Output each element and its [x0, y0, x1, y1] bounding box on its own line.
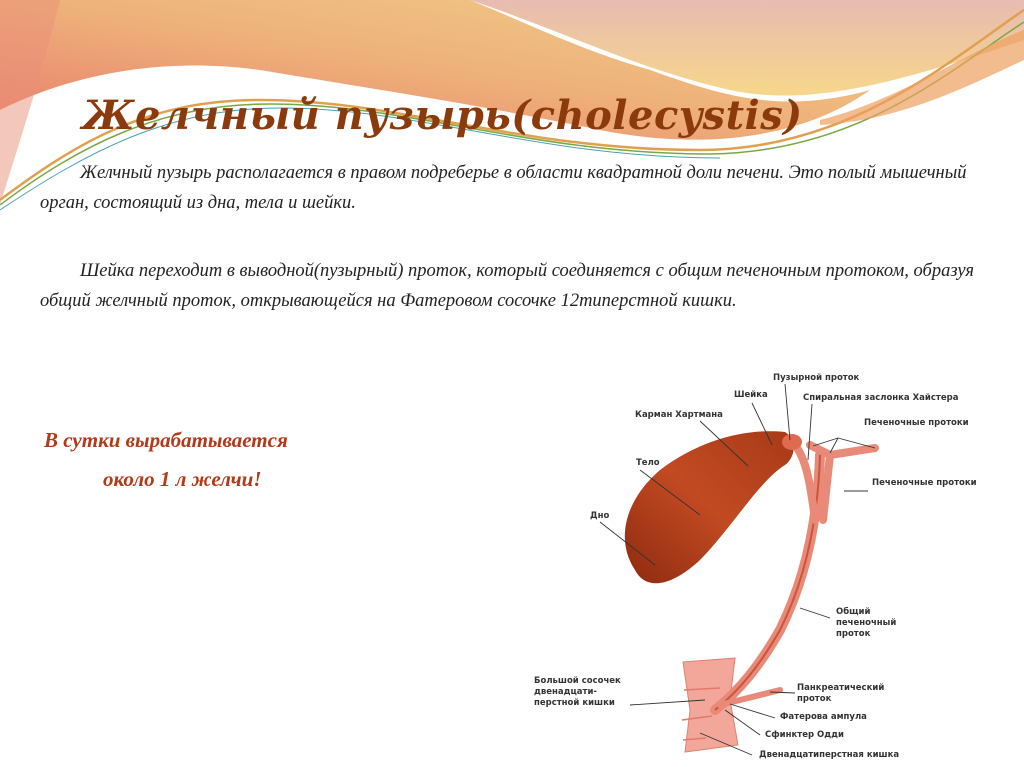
label-line: Панкреатический [797, 683, 885, 693]
label-line: двенадцати- [534, 687, 597, 697]
paragraph-location [40, 158, 980, 218]
label-oddi-sphincter: Сфинктер Одди [765, 730, 844, 740]
label-line: Общий [836, 607, 871, 617]
label-vater-ampulla: Фатерова ампула [780, 712, 867, 722]
label-heister-valve: Спиральная заслонка Хайстера [803, 393, 959, 403]
label-hepatic-ducts: Печеночные протоки [864, 418, 969, 428]
label-pancreatic-duct [797, 683, 884, 705]
paragraph-duct [40, 256, 980, 316]
slide-title: Желчный пузырь(cholecystis) [82, 92, 803, 139]
label-hepatic-ducts-2: Печеночные протоки [872, 478, 977, 488]
label-major-papilla [534, 676, 621, 709]
label-fundus: Дно [590, 511, 610, 521]
label-neck: Шейка [734, 390, 768, 400]
label-line: перстной кишки [534, 698, 615, 708]
paragraph-text: Желчный пузырь располагается в правом подреберье в области квадратной доли печени. Это полый мышечный орган, состоящий из дна, тела и шейки. [40, 163, 967, 213]
label-line: проток [836, 629, 871, 639]
label-line: проток [797, 694, 832, 704]
label-cystic-duct: Пузырной проток [773, 373, 860, 383]
label-line: Большой сосочек [534, 676, 621, 686]
label-duodenum: Двенадцатиперстная кишка [759, 750, 900, 760]
paragraph-text: Шейка переходит в выводной(пузырный) проток, который соединяется с общим печеночным протоком, образуя общий желчный проток, открывающейся на Фатеровом сосочке 12типерстной кишки. [40, 261, 974, 311]
bile-note-line-1: В сутки вырабатывается [44, 428, 288, 452]
label-hartmann-pouch: Карман Хартмана [635, 410, 723, 420]
bile-note-line-2: около 1 л желчи! [103, 467, 262, 491]
label-line: печеночный [836, 618, 897, 628]
label-common-hepatic-duct [836, 607, 896, 640]
label-body: Тело [636, 458, 660, 468]
